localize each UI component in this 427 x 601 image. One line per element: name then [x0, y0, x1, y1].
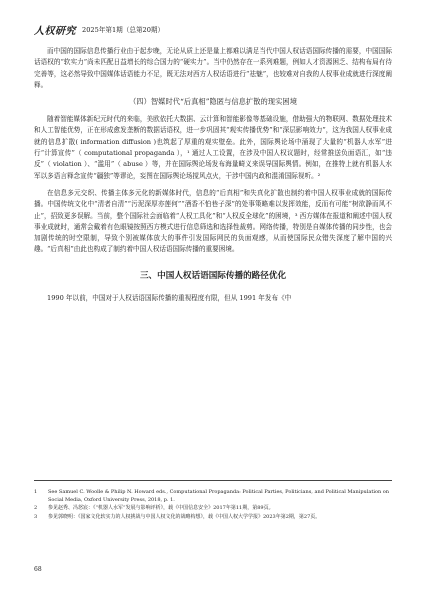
section-heading: 三、中国人权话语国际传播的路径优化 — [139, 270, 287, 281]
issue-info: 2025年第1期（总第20期） — [82, 26, 165, 34]
footnote-text: 参见郭晓明：《国家文化软实力的人权挑战与中国人权文化的战略构想》，载《中国人权大学学报》2023年第2期，第27页。 — [48, 514, 321, 521]
footnotes — [34, 489, 392, 523]
footnote-number: 2 — [34, 505, 38, 512]
footnote — [34, 514, 392, 522]
paragraph-3: 在信息多元交织、传播主体多元化的新媒体时代，信息的“后真相”和失真化扩散也制约着中国人权事业成就的国际传播。中国传统文化中“清者自清”“污泥深厚亦莲何”“酒香不怕巷子深”的处事策略难以发挥效能，反而有可能“树欲静而风不止”，招致更多误解。当前，整个国际社会面临着“人权工具化”和“人权反全球化”的困境，³ 西方媒体在报道和阐述中国人权事业成就时，通常会戴着有色眼镜按照西方模式进行信息筛选和选择性裁剪。网络传播，特别是自媒体传播的同步性，也会加剧传统的时空限制，导致个别被媒体放大的事件引发国际网民的负面观感，从而使国际民众错失深度了解中国的兴趣。“后真相”由此也构成了制约着中国人权话语国际传播的重要困境。 — [34, 188, 392, 254]
page-number: 68 — [34, 566, 42, 573]
paragraph-4: 1990 年以前，中国对于人权话语国际传播的重视程度有限，但从 1991 年发布《中 — [47, 293, 292, 302]
subheading: （四）智媒时代“后真相”隐匿与信息扩散的现实困境 — [129, 97, 297, 107]
paragraph-1: 而中国的国际信息传播行业由于起步晚，无论从质上还是量上都难以满足当代中国人权话语国际传播的需要，中国国际话语权的“软实力”尚未匹配日益增长的综合国力的“硬实力”。当中仍然存在一系列难题，例如人才资源困乏、结构布局有待完善等，这必然导致中国媒体话语能力不足，既无法对西方人权话语进行“祛魅”，也较难对自我的人权事业成就进行深度阐释。 — [34, 47, 392, 89]
footnote-text: See Samuel C. Woolle & Philip N. Howard eds., Computational Propaganda: Political Parties, Politicians, and Political Manipulation on Social Media, Oxford University Press, 2018, p. 1. — [48, 489, 390, 503]
main-content — [34, 46, 392, 310]
paragraph-2: 随着智能媒体新纪元时代的来临，美欧依托大数据、云计算和智能影像等基础设施，借助强大的物联网、数据处理技术和人工智能优势，正在形成愈发垄断的数据话语权，进一步巩固其“观实传播优势”和“深层影响效力”，这为我国人权事业成就的信息扩散( information diffusion )也筑起了厚重的观实壁垒。此外，国际舆论场中涌现了大量的“机器人水军”进行“计算宣传”（ computational propaganda ），¹ 通过人工设置，在涉及中国人权议题时，经常推送负面语汇，如“违反”（ violation ）、“滥用”（ abuse ）等，并在国际舆论场发布海量畸义来误导国际舆情。例如，在推特上就有机器人水军以多语言释念宣传“疆独”等谬论，妄图在国际舆论场搅风点火，干涉中国内政和混淆国际视听。² — [34, 115, 392, 180]
footnote-number: 1 — [34, 489, 38, 495]
footnote-text: 参见赵秀、冯怒宸：《“机器人水军”发展与影响评析》，载《中国信息安全》2017年第11期，第89页。 — [48, 505, 274, 512]
journal-name: 人权研究 — [34, 25, 76, 37]
footnote-divider — [34, 480, 392, 481]
footnote — [34, 505, 392, 513]
footnote — [34, 489, 392, 504]
footnote-number: 3 — [34, 514, 38, 521]
running-header — [34, 22, 394, 36]
